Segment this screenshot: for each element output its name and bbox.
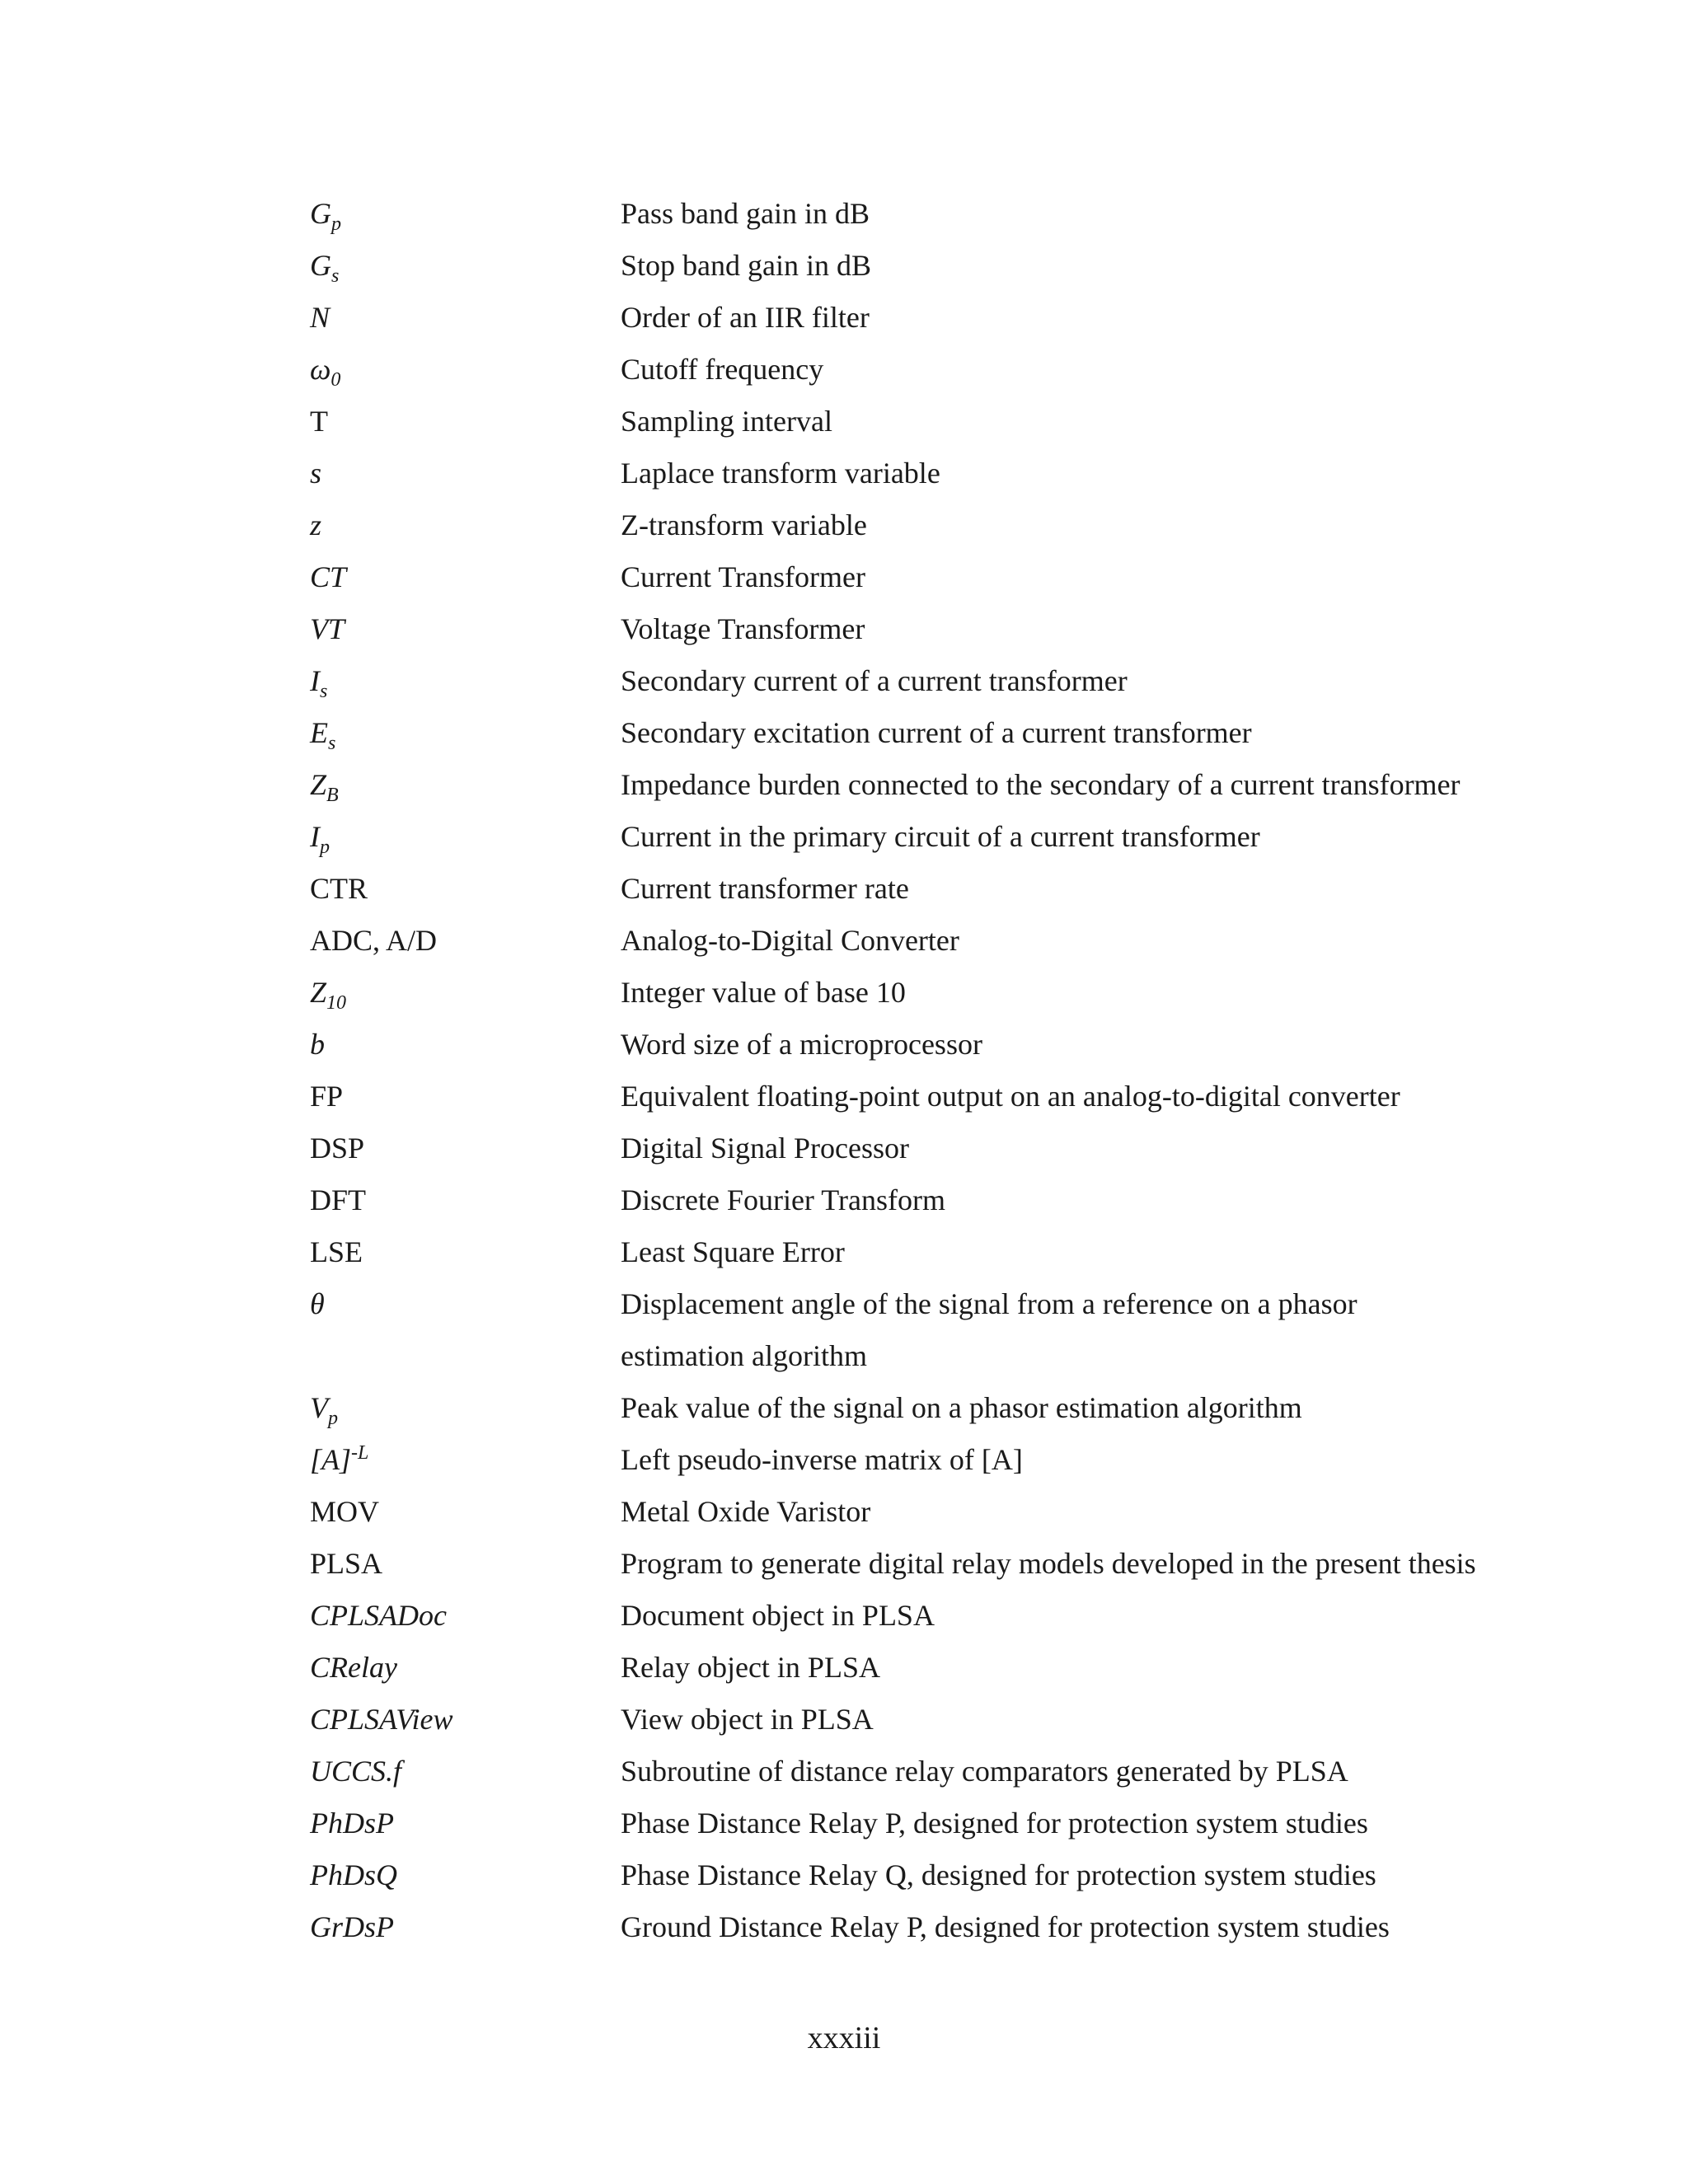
symbol: VT: [310, 612, 345, 645]
nomenclature-row: [310, 915, 1513, 967]
description: Current transformer rate: [621, 872, 909, 905]
description: Sampling interval: [621, 405, 832, 438]
nomenclature-row: [310, 292, 1513, 344]
description: [621, 1278, 1513, 1382]
description: Laplace transform variable: [621, 457, 940, 490]
symbol: CT: [310, 560, 347, 593]
nomenclature-row: [310, 1901, 1513, 1953]
nomenclature-list: [310, 188, 1513, 1953]
nomenclature-row: [310, 396, 1513, 448]
description: Relay object in PLSA: [621, 1651, 880, 1684]
symbol: PhDsP: [310, 1807, 394, 1840]
symbol: $G_p$: [310, 197, 341, 236]
description: Current in the primary circuit of a current transformer: [621, 820, 1260, 853]
nomenclature-row: [310, 655, 1513, 707]
description: View object in PLSA: [621, 1703, 874, 1736]
symbol: MOV: [310, 1495, 380, 1528]
nomenclature-row: [310, 1071, 1513, 1122]
symbol: $V_p$: [310, 1391, 338, 1430]
nomenclature-row: [310, 1538, 1513, 1590]
symbol: PLSA: [310, 1547, 383, 1580]
nomenclature-row: [310, 1486, 1513, 1538]
description: Left pseudo-inverse matrix of [A]: [621, 1443, 1023, 1476]
symbol: GrDsP: [310, 1910, 395, 1943]
description: Voltage Transformer: [621, 612, 865, 645]
symbol: z: [310, 509, 322, 541]
nomenclature-row: [310, 188, 1513, 240]
nomenclature-row: [310, 603, 1513, 655]
description: Ground Distance Relay P, designed for protection system studies: [621, 1910, 1390, 1943]
nomenclature-row: [310, 1434, 1513, 1486]
nomenclature-row: [310, 1849, 1513, 1901]
nomenclature-row: [310, 1122, 1513, 1174]
symbol: PhDsQ: [310, 1858, 397, 1891]
symbol: CRelay: [310, 1651, 397, 1684]
description: Peak value of the signal on a phasor estimation algorithm: [621, 1391, 1302, 1424]
description: Discrete Fourier Transform: [621, 1183, 945, 1216]
symbol: CPLSAView: [310, 1703, 453, 1736]
nomenclature-row: [310, 1746, 1513, 1797]
symbol: $\omega_0$: [310, 353, 341, 391]
nomenclature-row: [310, 967, 1513, 1019]
description: Subroutine of distance relay comparators generated by PLSA: [621, 1755, 1348, 1788]
symbol: DSP: [310, 1132, 365, 1165]
symbol: $Z_B$: [310, 768, 339, 807]
symbol: N: [310, 301, 331, 334]
symbol: DFT: [310, 1183, 367, 1216]
description: Integer value of base 10: [621, 976, 906, 1009]
nomenclature-row: [310, 1019, 1513, 1071]
nomenclature-row: [310, 863, 1513, 915]
nomenclature-row: [310, 1226, 1513, 1278]
description: Word size of a microprocessor: [621, 1028, 982, 1061]
description: Secondary excitation current of a current transformer: [621, 716, 1252, 749]
nomenclature-row: [310, 551, 1513, 603]
symbol: s: [310, 457, 322, 490]
description: Secondary current of a current transformer: [621, 664, 1128, 697]
nomenclature-row: [310, 811, 1513, 863]
description: Program to generate digital relay models developed in the present thesis: [621, 1547, 1476, 1580]
page-number: xxxiii: [807, 2021, 881, 2055]
symbol: $Z_{10}$: [310, 976, 347, 1015]
nomenclature-row: [310, 1174, 1513, 1226]
symbol: $E_s$: [310, 716, 336, 755]
symbol: $[A]^{-L}$: [310, 1442, 369, 1476]
nomenclature-row: [310, 240, 1513, 292]
nomenclature-row: [310, 1382, 1513, 1434]
nomenclature-row: [310, 344, 1513, 396]
symbol: CTR: [310, 872, 368, 905]
description: Document object in PLSA: [621, 1599, 935, 1632]
description: Digital Signal Processor: [621, 1132, 909, 1165]
description: Stop band gain in dB: [621, 249, 871, 282]
nomenclature-row: [310, 1694, 1513, 1746]
symbol: $I_s$: [310, 664, 328, 703]
nomenclature-row: [310, 448, 1513, 499]
nomenclature-row: [310, 707, 1513, 759]
symbol: UCCS.f: [310, 1755, 402, 1788]
symbol: FP: [310, 1080, 344, 1113]
description: Cutoff frequency: [621, 353, 824, 386]
symbol: T: [310, 405, 328, 438]
nomenclature-row: [310, 1590, 1513, 1642]
description: Pass band gain in dB: [621, 197, 870, 230]
description: Impedance burden connected to the secondary of a current transformer: [621, 768, 1461, 801]
description: Least Square Error: [621, 1235, 845, 1268]
symbol: $I_p$: [310, 820, 330, 859]
description: Metal Oxide Varistor: [621, 1495, 871, 1528]
nomenclature-row: [310, 1642, 1513, 1694]
description: Phase Distance Relay Q, designed for protection system studies: [621, 1858, 1376, 1891]
nomenclature-row: [310, 759, 1513, 811]
description: Equivalent floating-point output on an analog-to-digital converter: [621, 1080, 1400, 1113]
symbol: b: [310, 1028, 325, 1061]
description: Analog-to-Digital Converter: [621, 924, 959, 957]
description-line-continued: estimation algorithm: [621, 1339, 867, 1372]
description: Phase Distance Relay P, designed for protection system studies: [621, 1807, 1368, 1840]
description-line: Displacement angle of the signal from a reference on a phasor: [621, 1287, 1357, 1320]
symbol: θ: [310, 1287, 325, 1320]
symbol: ADC, A/D: [310, 924, 438, 957]
symbol: $G_s$: [310, 249, 340, 288]
nomenclature-row: [310, 499, 1513, 551]
symbol: CPLSADoc: [310, 1599, 447, 1632]
nomenclature-row: [310, 1797, 1513, 1849]
description: Order of an IIR filter: [621, 301, 870, 334]
description: Current Transformer: [621, 560, 865, 593]
symbol: LSE: [310, 1235, 363, 1268]
nomenclature-row: [310, 1278, 1513, 1382]
description: Z-transform variable: [621, 509, 867, 541]
